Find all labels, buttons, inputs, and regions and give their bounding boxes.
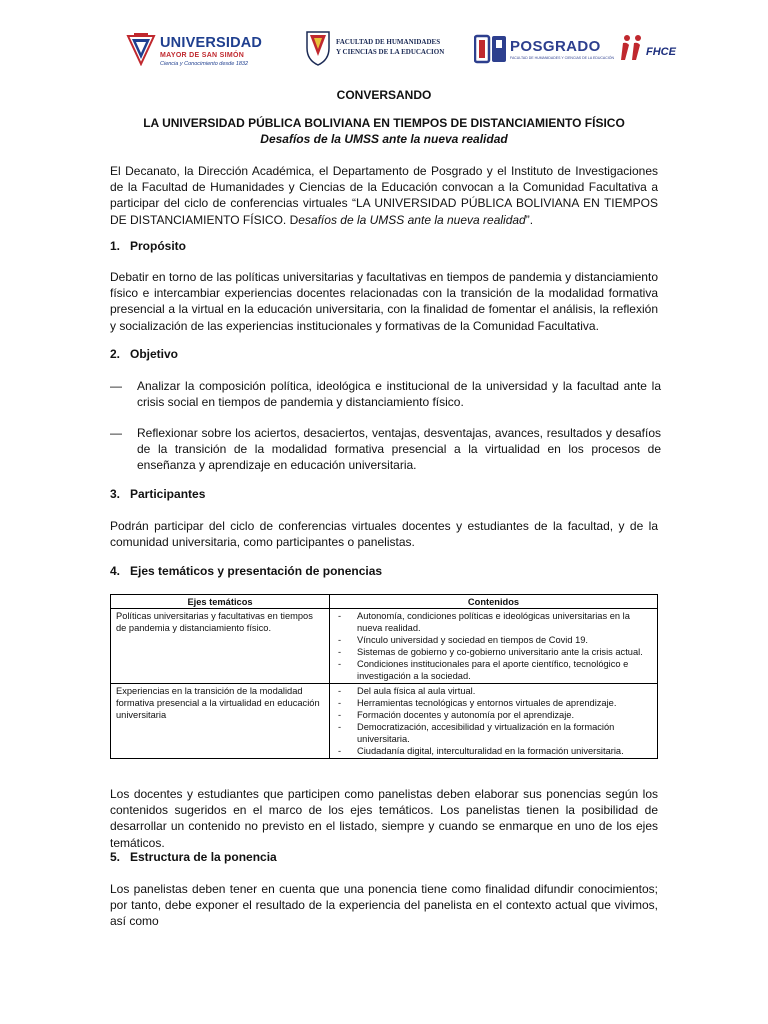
list-item: - Vínculo universidad y sociedad en tiempos de Covid 19.	[335, 634, 652, 646]
list-item: - Ciudadanía digital, interculturalidad en la formación universitaria.	[335, 745, 652, 757]
list-item: - Democratización, accesibilidad y virtualización en la formación universitaria.	[335, 721, 652, 745]
fhce-brand-logo	[618, 28, 702, 72]
table-row	[111, 684, 658, 759]
fhce-line-1: FACULTAD DE HUMANIDADES	[336, 38, 441, 46]
list-item: - Del aula física al aula virtual.	[335, 685, 652, 697]
section-5-body: Los panelistas deben tener en cuenta que una ponencia tiene como finalidad difundir conocimientos; por tanto, debe exponer el resultado de la experiencia del panelista en el contexto actual que vivimos, así como	[110, 882, 658, 929]
table-header-contenidos: Contenidos	[330, 595, 658, 609]
section-4-title: Ejes temáticos y presentación de ponencias	[130, 564, 383, 578]
section-4-heading	[110, 564, 382, 578]
intro-italic: esafíos de la UMSS ante la nueva realidad	[298, 212, 526, 227]
section-3-title: Participantes	[130, 487, 206, 501]
section-3-number: 3.	[110, 487, 121, 501]
doc-subtitle: Desafíos de la UMSS ante la nueva realidad	[260, 132, 508, 146]
contenidos-list	[335, 610, 652, 682]
list-item: - Autonomía, condiciones políticas e ideológicas universitarias en la nueva realidad.	[335, 610, 652, 634]
doc-kicker: CONVERSANDO	[336, 88, 432, 102]
header-logos	[120, 28, 700, 72]
objective-text-2: Reflexionar sobre los aciertos, desaciertos, ventajas, desventajas, avances, resultados y desafíos de la transición de la modalidad formativa presencial a la virtualidad en los procesos de enseñanza y aprendizaje en educación universitaria.	[137, 426, 661, 473]
fhce-shield-icon	[306, 30, 330, 66]
section-5-number: 5.	[110, 850, 121, 864]
section-2-heading	[110, 347, 178, 361]
objective-text-1: Analizar la composición política, ideológica e institucional de la universidad y la facultad ante la crisis social en tiempos de pandemia y distanciamiento físico.	[137, 379, 661, 410]
section-4-number: 4.	[110, 564, 121, 578]
bullet-dash: —	[110, 379, 122, 393]
list-item: - Formación docentes y autonomía por el aprendizaje.	[335, 709, 652, 721]
section-3-body: Podrán participar del ciclo de conferencias virtuales docentes y estudiantes de la facultad, y de la comunidad universitaria, como participantes o panelistas.	[110, 519, 658, 550]
posgrado-word: POSGRADO	[510, 38, 601, 55]
section-1-title: Propósito	[130, 239, 186, 253]
umss-subname: MAYOR DE SAN SIMÓN	[160, 52, 245, 59]
section-1-number: 1.	[110, 239, 121, 253]
doc-title: LA UNIVERSIDAD PÚBLICA BOLIVIANA EN TIEMPOS DE DISTANCIAMIENTO FÍSICO	[143, 116, 625, 130]
section-2-title: Objetivo	[130, 347, 179, 361]
objective-bullet-2	[110, 425, 661, 475]
umss-motto: Ciencia y Conocimiento desde 1832	[160, 61, 249, 67]
table-cell-eje: Políticas universitarias y facultativas en tiempos de pandemia y distanciamiento físico.	[111, 609, 330, 684]
list-item: - Sistemas de gobierno y co-gobierno universitario ante la crisis actual.	[335, 646, 652, 658]
intro-text: El Decanato, la Dirección Académica, el Departamento de Posgrado y el Instituto de Investigaciones de la Facultad de Humanidades y Ciencias de la Educación convocan a la Comunidad Facultativa a participar del ciclo de conferencias virtuales “LA UNIVERSIDAD PÚBLICA BOLIVIANA EN TIEMPOS DE DISTANCIAMIENTO FÍSICO. D	[110, 164, 658, 227]
contenidos-list	[335, 685, 652, 757]
umss-logo	[126, 28, 276, 72]
posgrado-logo	[474, 28, 614, 72]
fhce-word: FHCE	[646, 46, 676, 58]
bullet-dash: —	[110, 426, 122, 440]
umss-shield-icon	[126, 32, 156, 66]
section-1-body: Debatir en torno de las políticas universitarias y facultativas en tiempos de pandemia y distanciamiento físico e intercambiar experiencias docentes relacionadas con la transición de la modalidad formativa presencial a la virtual en la educación universitaria, con la finalidad de fomentar el análisis, la reflexión y socialización de las experiencias institucionales y formativas de la Comunidad Facultativa.	[110, 270, 658, 333]
intro-end: ”.	[525, 212, 534, 227]
table-cell-contenidos	[330, 684, 658, 759]
fhce-line-2: Y CIENCIAS DE LA EDUCACION	[336, 48, 445, 56]
section-4-after: Los docentes y estudiantes que participen como panelistas deben elaborar sus ponencias según los contenidos sugeridos en el marco de los ejes temáticos. Los panelistas tienen la posibilidad de desarrollar un contenido no previsto en el listado, siempre y cuando se enmarque en uno de los ejes temáticos.	[110, 787, 658, 850]
section-5-title: Estructura de la ponencia	[130, 850, 277, 864]
umss-name: UNIVERSIDAD	[160, 35, 263, 51]
posgrado-tagline: FACULTAD DE HUMANIDADES Y CIENCIAS DE LA EDUCACIÓN	[510, 56, 614, 60]
posgrado-mark-icon	[474, 34, 508, 64]
fhce-logo	[306, 28, 456, 72]
section-2-number: 2.	[110, 347, 121, 361]
intro-paragraph	[110, 163, 658, 228]
table-header-row	[111, 595, 658, 609]
table-row	[111, 609, 658, 684]
list-item: - Condiciones institucionales para el aporte científico, tecnológico e investigación a la sociedad.	[335, 658, 652, 682]
section-1-heading	[110, 239, 186, 253]
section-5-heading	[110, 850, 277, 864]
table-cell-eje: Experiencias en la transición de la modalidad formativa presencial a la virtualidad en educación universitaria	[111, 684, 330, 759]
fhce-figures-icon	[618, 34, 648, 62]
ejes-table	[110, 594, 658, 759]
section-3-heading	[110, 487, 205, 501]
objective-bullet-1	[110, 378, 661, 412]
list-item: - Herramientas tecnológicas y entornos virtuales de aprendizaje.	[335, 697, 652, 709]
table-cell-contenidos	[330, 609, 658, 684]
table-header-ejes: Ejes temáticos	[111, 595, 330, 609]
